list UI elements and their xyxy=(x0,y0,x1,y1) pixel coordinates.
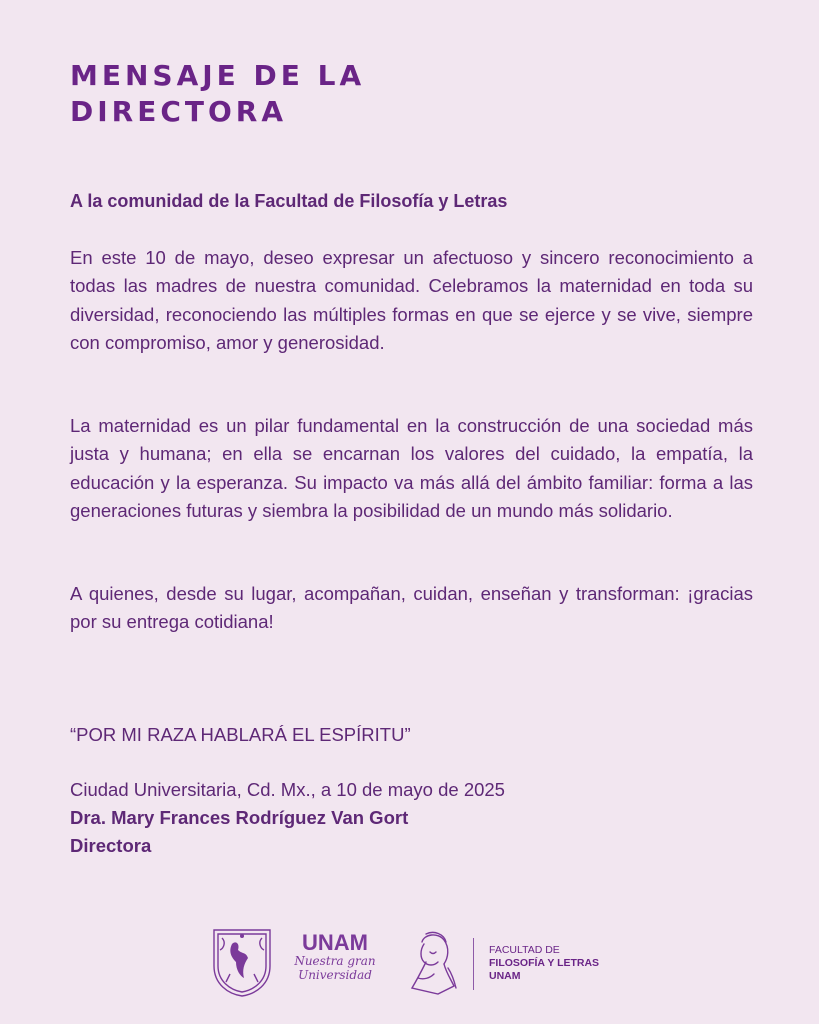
paragraph-1: En este 10 de mayo, deseo expresar un afectuoso y sincero reconocimiento a todas las madres de nuestra comunidad. Celebramos la maternidad en toda su diversidad, reconociendo las múltiples formas en que se ejerce y se vive, siempre con compromiso, amor y generosidad. xyxy=(70,247,753,353)
faculty-line-1: FACULTAD DE xyxy=(489,944,560,956)
signature-block xyxy=(70,776,505,860)
paragraph-3: A quienes, desde su lugar, acompañan, cuidan, enseñan y transforman: ¡gracias por su entrega cotidiana! xyxy=(70,583,753,633)
unam-logo xyxy=(294,932,376,982)
salutation: A la comunidad de la Facultad de Filosofía y Letras xyxy=(70,191,508,211)
logo-divider xyxy=(473,938,474,990)
motto: “POR MI RAZA HABLARÁ EL ESPÍRITU” xyxy=(70,724,411,745)
signatory-role: Directora xyxy=(70,835,152,856)
faculty-line-3: UNAM xyxy=(489,970,521,982)
title-line-1: MENSAJE DE LA xyxy=(70,59,366,92)
title-line-2: DIRECTORA xyxy=(70,95,288,128)
faculty-line-2: FILOSOFÍA Y LETRAS xyxy=(489,957,600,969)
signatory-name: Dra. Mary Frances Rodríguez Van Gort xyxy=(70,807,409,828)
unam-crest-icon xyxy=(208,926,276,998)
faculty-logo xyxy=(489,944,599,983)
unam-tagline-1: Nuestra gran xyxy=(294,954,376,968)
place-date: Ciudad Universitaria, Cd. Mx., a 10 de mayo de 2025 xyxy=(70,779,505,800)
page-title xyxy=(70,58,365,130)
unam-logo-name: UNAM xyxy=(302,930,368,955)
minerva-helmet-icon xyxy=(404,928,462,998)
unam-tagline-2: Universidad xyxy=(298,968,372,982)
paragraph-2: La maternidad es un pilar fundamental en la construcción de una sociedad más justa y humana; en ella se encarnan los valores del cuidado, la empatía, la educación y la esperanza. Su impacto va más allá del ámbito familiar: forma a las generaciones futuras y siembra la posibilidad de un mundo más solidario. xyxy=(70,415,753,521)
footer-logos xyxy=(208,924,628,1004)
